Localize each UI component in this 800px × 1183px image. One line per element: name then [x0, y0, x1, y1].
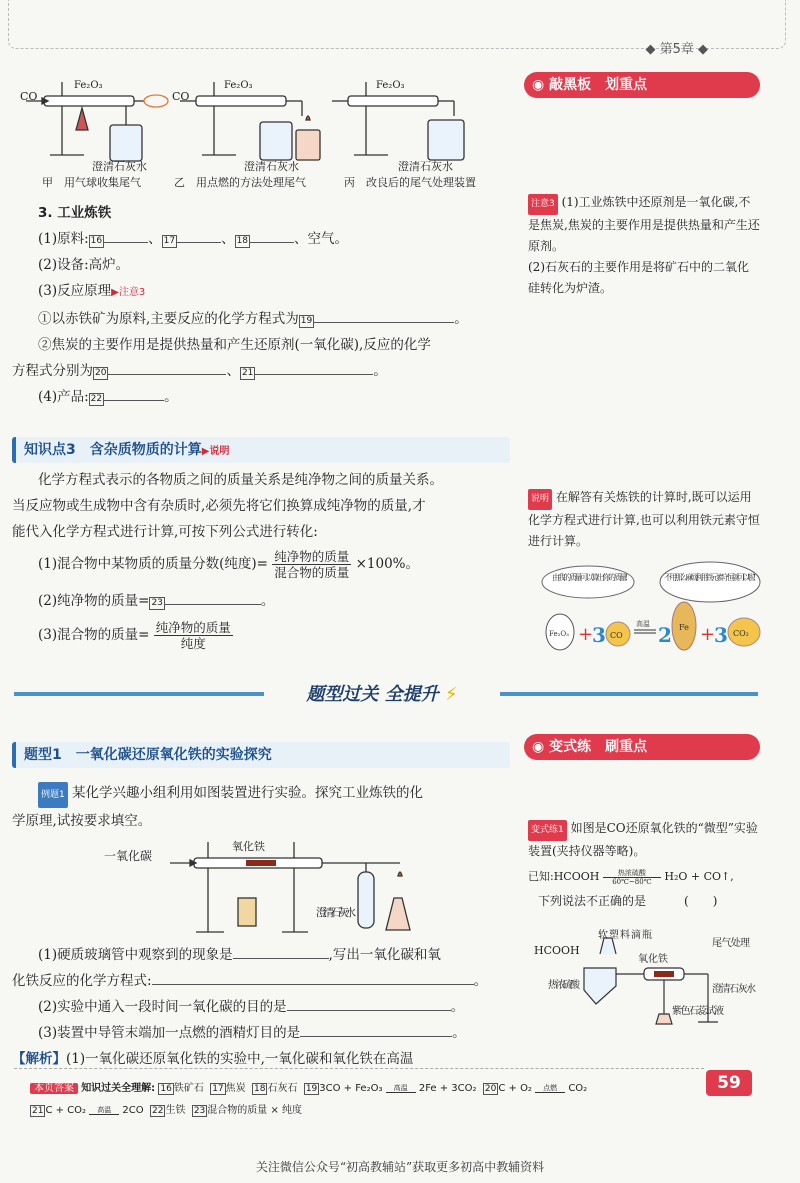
- variation-badge: [524, 734, 760, 760]
- answer-19-right: 2Fe + 3CO₂: [418, 1083, 477, 1094]
- bubble-1-text: 由我的质量可以算出你的质量!: [552, 573, 628, 582]
- formula-3-label: (3)混合物的质量=: [38, 627, 150, 643]
- blank-number: 17: [163, 236, 176, 246]
- eq-fe2o3: Fe₂O₃: [549, 630, 569, 638]
- fig-c-limewater-label: 澄清石灰水: [398, 160, 453, 173]
- answers-label: 本页答案: [30, 1083, 78, 1094]
- explain-box: [528, 487, 760, 552]
- eq-condition: 高温: [636, 620, 650, 628]
- formula-1: [12, 549, 510, 580]
- note-3-line-1: [528, 192, 760, 257]
- answer-blank[interactable]: [314, 308, 454, 323]
- example-1-text-2: 学原理,试按要求填空。: [12, 813, 152, 829]
- kp3-paragraph-3: 能代入化学方程式进行计算,可按下列公式进行转化:: [12, 524, 318, 540]
- eq-co2: CO₂: [733, 629, 749, 638]
- eq-coef-3b: 3: [714, 623, 728, 647]
- fig-caption-c: 丙 改良后的尾气处理装置: [344, 176, 476, 189]
- question-1-text-b: ,写出一氧化碳和氧: [328, 947, 441, 963]
- answer-21-right: 2CO: [122, 1105, 144, 1116]
- given-equation: [528, 866, 760, 887]
- answer-17: 焦炭: [225, 1083, 246, 1094]
- formula-1-numerator: 纯净物的质量: [274, 549, 350, 564]
- sec3-line-1: (1)原料: 16 、 17 、 18 、空气。: [12, 226, 510, 252]
- variation-1-stem: [528, 818, 760, 862]
- key-points-badge: [524, 72, 760, 98]
- blank-number: 19: [300, 316, 313, 326]
- question-1-line-1: [12, 942, 510, 968]
- page-answers: [30, 1078, 690, 1122]
- sec3-line-7: (4)产品: 22 。: [12, 384, 510, 410]
- sec3-line-2: (2)设备:高炉。: [38, 257, 130, 273]
- sec3-line-1-label: (1)原料:: [38, 231, 89, 247]
- fig-fe2o3-label: 氧化铁: [232, 840, 265, 853]
- question-2-line: (2)实验中通入一段时间一氧化碳的目的是 。: [12, 994, 510, 1020]
- formula-3-numerator: 纯净物的质量: [155, 620, 231, 635]
- note-link-tag[interactable]: ▶注意3: [111, 287, 146, 298]
- variation-question-text: 下列说法不正确的是: [538, 894, 647, 908]
- fig-c-fe2o3-label: Fe₂O₃: [376, 80, 405, 91]
- answer-blank[interactable]: [152, 970, 474, 985]
- variation-icon: ◉: [532, 739, 550, 755]
- answer-21-left: C + CO₂: [45, 1105, 87, 1116]
- answer-blank[interactable]: [250, 228, 294, 243]
- sec3-line-3: [12, 278, 510, 306]
- answer-blank[interactable]: [255, 360, 373, 375]
- given-cond-bottom: 60℃~80℃: [612, 877, 652, 886]
- formula-1-denominator: 混合物的质量: [274, 565, 350, 580]
- answers-line-2: [30, 1100, 690, 1122]
- blank-number: 16: [90, 236, 103, 246]
- plus-icon: +: [578, 624, 594, 645]
- sec3-line-6-text: 方程式分别为: [12, 363, 93, 379]
- answer-number: 18: [254, 1084, 266, 1094]
- fig-lime-label: 澄清石灰水: [316, 906, 356, 919]
- sec3-line-6: 方程式分别为 20 、 21 。: [12, 358, 510, 384]
- banner-line-right: [500, 692, 758, 696]
- answer-blank[interactable]: [300, 1022, 452, 1037]
- section-3-title: 3. 工业炼铁: [38, 205, 112, 221]
- fig-b-fe2o3-label: Fe₂O₃: [224, 80, 253, 91]
- given-condition: [603, 869, 661, 886]
- answer-number: 20: [484, 1084, 497, 1094]
- fig-hcooh-label: HCOOH: [534, 944, 580, 957]
- variation-question: [528, 891, 760, 912]
- given-label: 已知:HCOOH: [528, 870, 600, 883]
- fig-b-co-label: CO: [172, 90, 190, 103]
- fig-a-co-label: CO: [20, 90, 38, 103]
- formula-3: [12, 620, 510, 651]
- answer-19-cond: 高温: [393, 1083, 408, 1092]
- fig-bottle-label: 软塑料滴瓶: [598, 930, 652, 941]
- example-1-questions: [12, 942, 510, 1072]
- answer-20-left: C + O₂: [498, 1083, 532, 1094]
- blank-number: 23: [151, 598, 163, 608]
- analysis-tag: 【解析】: [12, 1051, 66, 1067]
- formula-2-label: (2)纯净物的质量=: [38, 593, 150, 609]
- kp3-paragraph-1: 化学方程式表示的各物质之间的质量关系是纯净物之间的质量关系。: [38, 472, 443, 488]
- banner-title-text: 题型过关 全提升: [306, 684, 439, 705]
- analysis-text: (1)一氧化碳还原氧化铁的实验中,一氧化碳和氧化铁在高温: [66, 1051, 414, 1067]
- question-1-text-c: 化铁反应的化学方程式:: [12, 973, 152, 989]
- key-points-panel: [524, 72, 760, 98]
- banner-title: [264, 680, 500, 706]
- formula-2: (2)纯净物的质量= 23 。: [12, 588, 510, 614]
- answer-blank[interactable]: [233, 944, 329, 959]
- answer-21-condition: [89, 1106, 119, 1115]
- example-1-line-1: [12, 780, 510, 808]
- answer-number: 17: [212, 1084, 224, 1094]
- answer-22: 生铁: [165, 1105, 186, 1116]
- page-number: 59: [706, 1070, 752, 1096]
- example-apparatus-figure: [104, 838, 434, 938]
- answers-divider: [14, 1068, 704, 1069]
- question-1-line-2: 化铁反应的化学方程式: 。: [12, 968, 510, 994]
- variation-title: 变式练 刷重点: [549, 739, 648, 755]
- formula-1-fraction: [272, 549, 351, 580]
- sec3-line-7-label: (4)产品:: [38, 389, 89, 405]
- fig-fe2o3-label: 氧化铁: [638, 954, 668, 965]
- note-3-tag: 注意3: [528, 194, 558, 215]
- sec3-line-1-tail: 、空气。: [294, 231, 349, 247]
- fig-litmus-label: 紫色石蕊试液: [672, 1006, 724, 1017]
- sec3-line-5: ②焦炭的主要作用是提供热量和产生还原剂(一氧化碳),反应的化学: [38, 337, 431, 353]
- answer-blank[interactable]: [104, 228, 148, 243]
- answer-blank[interactable]: [287, 996, 451, 1011]
- variation-1-tag: 变式练1: [528, 820, 567, 841]
- question-3-text: (3)装置中导管末端加一点燃的酒精灯目的是: [38, 1025, 301, 1041]
- fig-caption-b: 乙 用点燃的方法处理尾气: [174, 176, 306, 189]
- eq-co: CO: [610, 631, 623, 640]
- answers-head: 知识过关全理解:: [81, 1083, 156, 1094]
- blank-number: 22: [90, 394, 103, 404]
- fig-acid-label: 热浓硫酸: [548, 980, 580, 991]
- formula-3-fraction: [154, 620, 233, 651]
- blank-number: 20: [95, 368, 107, 378]
- variation-panel: [524, 734, 760, 760]
- micro-apparatus-figure: [532, 928, 760, 1040]
- note-3-text-2: (2)石灰石的主要作用是将矿石中的二氧化硅转化为炉渣。: [528, 260, 749, 295]
- type-1-title: 题型1 一氧化碳还原氧化铁的实验探究: [12, 742, 510, 768]
- blank-number: 21: [241, 368, 254, 378]
- answer-blank[interactable]: [104, 386, 164, 401]
- answer-21-cond: 高温: [97, 1105, 112, 1114]
- answer-paren[interactable]: ( ): [684, 894, 718, 908]
- answer-number: 16: [160, 1084, 172, 1094]
- answer-blank[interactable]: [108, 360, 226, 375]
- answer-18: 石灰石: [267, 1083, 298, 1094]
- variation-1: [528, 818, 760, 912]
- explain-link-tag[interactable]: ▶说明: [201, 446, 230, 457]
- key-points-title: 敲黑板 划重点: [549, 77, 648, 93]
- answer-number: 23: [193, 1106, 206, 1116]
- fig-b-limewater-label: 澄清石灰水: [244, 160, 299, 173]
- kp3-title: 知识点3 含杂质物质的计算: [24, 442, 202, 458]
- answers-line-1: [30, 1078, 690, 1100]
- answer-20-right: CO₂: [568, 1083, 588, 1094]
- kp3-header: [12, 437, 510, 463]
- answer-23: 混合物的质量 × 纯度: [207, 1105, 303, 1116]
- fig-a-limewater-label: 澄清石灰水: [92, 160, 147, 173]
- sec3-line-3-label: (3)反应原理: [38, 283, 112, 299]
- question-3-line: (3)装置中导管末端加一点燃的酒精灯目的是 。: [12, 1020, 510, 1046]
- answer-number: 19: [305, 1084, 318, 1094]
- answer-blank[interactable]: [177, 228, 221, 243]
- answer-number: 22: [152, 1106, 164, 1116]
- answer-19-left: 3CO + Fe₂O₃: [319, 1083, 383, 1094]
- fig-caption-a: 甲 用气球收集尾气: [42, 176, 141, 189]
- plus-icon-2: +: [700, 624, 716, 645]
- blank-number: 18: [236, 236, 249, 246]
- fig-lime-label: 澄清石灰水: [712, 984, 756, 995]
- answer-16: 铁矿石: [173, 1083, 204, 1094]
- example-1-text-1: 某化学兴趣小组利用如图装置进行实验。探究工业炼铁的化: [72, 785, 424, 801]
- sec3-line-4: ①以赤铁矿为原料,主要反应的化学方程式为 19 。: [12, 306, 510, 332]
- given-cond-top: 热浓硫酸: [617, 868, 646, 877]
- eq-fe: Fe: [679, 623, 689, 632]
- formula-1-tail: ×100%。: [355, 556, 419, 572]
- given-tail: H₂O + CO↑,: [664, 870, 734, 883]
- note-3-text-1: (1)工业炼铁中还原剂是一氧化碳,不是焦炭,焦炭的主要作用是提供热量和产生还原剂。: [528, 195, 760, 253]
- explain-tag: 说明: [528, 489, 552, 510]
- fig-co-label: 一氧化碳: [104, 849, 153, 863]
- chapter-label: ◆ 第5章 ◆: [645, 42, 708, 57]
- answer-blank[interactable]: [165, 590, 261, 605]
- explain-text: 在解答有关炼铁的计算时,既可以运用化学方程式进行计算,也可以利用铁元素守恒进行计算。: [528, 490, 760, 548]
- question-2-text: (2)实验中通入一段时间一氧化碳的目的是: [38, 999, 287, 1015]
- fig-a-fe2o3-label: Fe₂O₃: [74, 80, 103, 91]
- note-3-box: [528, 192, 760, 299]
- variation-1-text: 如图是CO还原氧化铁的“微型”实验装置(夹持仪器等略)。: [528, 821, 758, 858]
- knowledge-point-3: [12, 437, 510, 651]
- eq-coef-3a: 3: [592, 623, 606, 647]
- example-1-tag: 例题1: [38, 782, 68, 808]
- answer-20-cond: 点燃: [543, 1083, 558, 1092]
- answer-20-condition: [535, 1084, 565, 1093]
- formula-1-label: (1)混合物中某物质的质量分数(纯度)=: [38, 556, 268, 572]
- sec3-line-4-text: ①以赤铁矿为原料,主要反应的化学方程式为: [38, 311, 299, 327]
- formula-3-denominator: 纯度: [180, 636, 206, 651]
- top-apparatus-figure: [14, 70, 514, 190]
- eq-coef-2: 2: [658, 623, 672, 647]
- answer-19-condition: [386, 1084, 416, 1093]
- cartoon-illustration: [540, 560, 765, 660]
- footer-text: 关注微信公众号“初高教辅站”获取更多初高中教辅资料: [255, 1160, 545, 1174]
- section-3: [12, 200, 510, 410]
- question-1-text-a: (1)硬质玻璃管中观察到的现象是: [38, 947, 233, 963]
- answer-number: 21: [32, 1106, 44, 1116]
- lightning-icon: ⚡: [444, 684, 458, 705]
- fig-tail-label: 尾气处理: [712, 938, 750, 949]
- bubble-2-text: 不用那么麻烦,利用铁元素守恒就可以啦!: [664, 573, 756, 582]
- banner-line-left: [14, 692, 264, 696]
- key-points-icon: ◉: [532, 77, 550, 93]
- type-1-section: [12, 742, 510, 834]
- kp3-paragraph-2: 当反应物或生成物中含有杂质时,必须先将它们换算成纯净物的质量,才: [12, 498, 426, 514]
